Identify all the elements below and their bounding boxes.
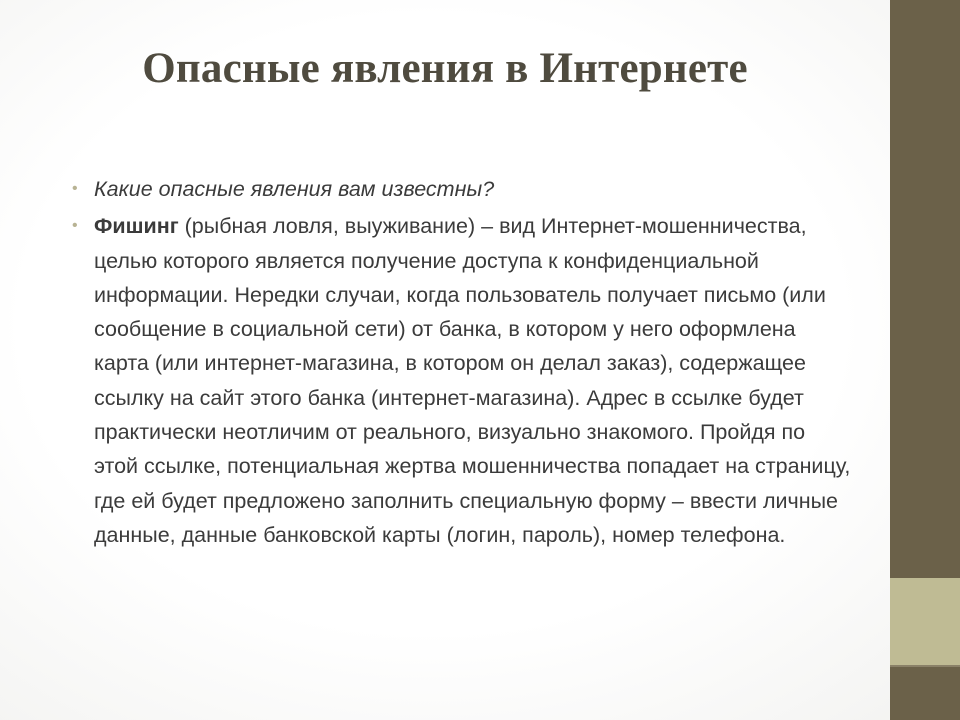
sidebar-accent-divider <box>890 665 960 667</box>
sidebar-accent-light <box>890 578 960 665</box>
bullet-icon: • <box>72 180 78 197</box>
slide-title: Опасные явления в Интернете <box>142 45 748 92</box>
bullet-phishing-term: Фишинг <box>94 214 179 239</box>
bullet-question <box>72 172 852 206</box>
bullet-phishing-text: (рыбная ловля, выуживание) – вид Интернет-мошенничества, целью которого является получение доступа к конфиденциальной информации. Нередки случаи, когда пользователь получает письмо (или сообщение в социальной сети) от банка, в котором у него оформлена карта (или интернет-магазина, в котором он делал заказ), содержащее ссылку на сайт этого банка (интернет-магазина). Адрес в ссылке будет практически неотличим от реального, визуально знакомого. Пройдя по этой ссылке, потенциальная жертва мошенничества попадает на страницу, где ей будет предложено заполнить специальную форму – ввести личные данные, данные банковской карты (логин, пароль), номер телефона. <box>94 214 851 547</box>
bullet-question-text: Какие опасные явления вам известны? <box>94 177 495 201</box>
bullet-phishing <box>72 209 852 552</box>
slide-body <box>72 172 852 552</box>
bullet-icon: • <box>72 217 78 235</box>
